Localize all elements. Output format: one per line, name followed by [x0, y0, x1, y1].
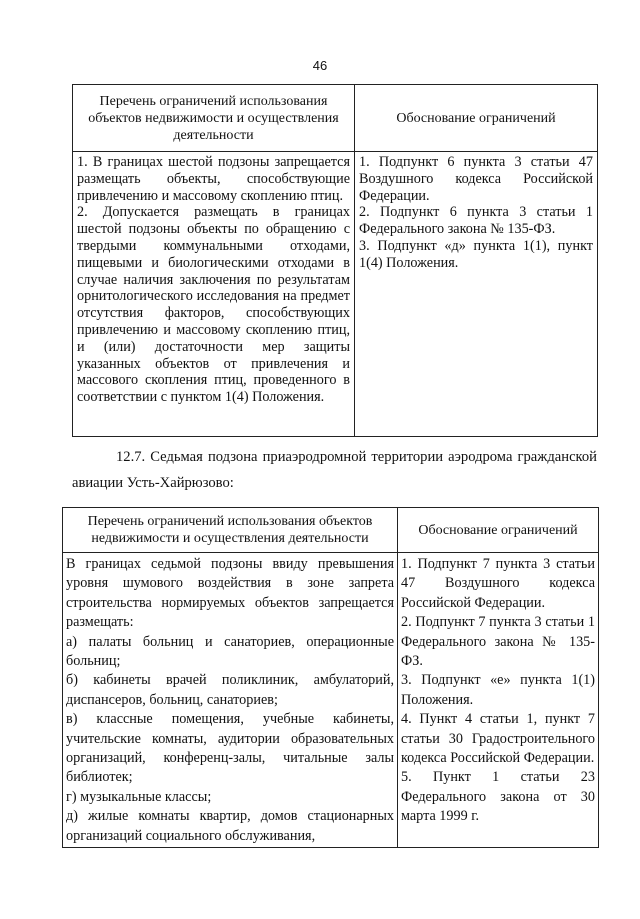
page-number: 46: [312, 58, 328, 73]
header-restrictions: Перечень ограничений использования объектов недвижимости и осуществления деятельности: [63, 508, 398, 553]
table-row: [73, 152, 598, 437]
table-row: [63, 553, 599, 848]
header-justification: Обоснование ограничений: [355, 85, 598, 152]
header-restrictions: Перечень ограничений использования объектов недвижимости и осуществления деятельности: [73, 85, 355, 152]
table-header-row: [73, 85, 598, 152]
restrictions-table-subzone-6: [72, 84, 598, 437]
restrictions-cell: 1. В границах шестой подзоны запрещается размещать объекты, способствующие привлечению и массовому скоплению птиц. 2. Допускается размещать в границах шестой подзоны объекты по обращению с твердыми коммунальными отходами, пищевыми и биологическими отходами в случае наличия заключения по результатам орнитологического исследования на предмет отсутствия факторов, способствующих привлечению и массовому скоплению птиц, и (или) достаточности мер защиты указанных объектов от привлечения и массового скопления птиц, проведенного в соответствии с пунктом 1(4) Положения.: [73, 152, 355, 437]
justification-cell: 1. Подпункт 6 пункта 3 статьи 47 Воздушного кодекса Российской Федерации. 2. Подпункт 6 пункта 3 статьи 1 Федерального закона № 135-ФЗ. 3. Подпункт «д» пункта 1(1), пункт 1(4) Положения.: [355, 152, 598, 437]
restrictions-table-subzone-7: [62, 507, 599, 848]
section-heading: 12.7. Седьмая подзона приаэродромной территории аэродрома гражданской авиации Усть-Хайрюзово:: [72, 449, 597, 491]
restrictions-cell: В границах седьмой подзоны ввиду превышения уровня шумового воздействия в зоне запрета строительства нормируемых объектов запрещается размещать: а) палаты больниц и санаториев, операционные больниц; б) кабинеты врачей поликлиник, амбулаторий, диспансеров, больниц, санаториев; в) классные помещения, учебные кабинеты, учительские комнаты, аудитории образовательных организаций, конференц-залы, читальные залы библиотек; г) музыкальные классы; д) жилые комнаты квартир, домов стационарных организаций социального обслуживания,: [63, 553, 398, 848]
table-header-row: [63, 508, 599, 553]
header-justification: Обоснование ограничений: [398, 508, 599, 553]
justification-cell: 1. Подпункт 7 пункта 3 статьи 47 Воздушного кодекса Российской Федерации. 2. Подпункт 7 пункта 3 статьи 1 Федерального закона № 135-ФЗ. 3. Подпункт «е» пункта 1(1) Положения. 4. Пункт 4 статьи 1, пункт 7 статьи 30 Градостроительного кодекса Российской Федерации. 5. Пункт 1 статьи 23 Федерального закона от 30 марта 1999 г.: [398, 553, 599, 848]
